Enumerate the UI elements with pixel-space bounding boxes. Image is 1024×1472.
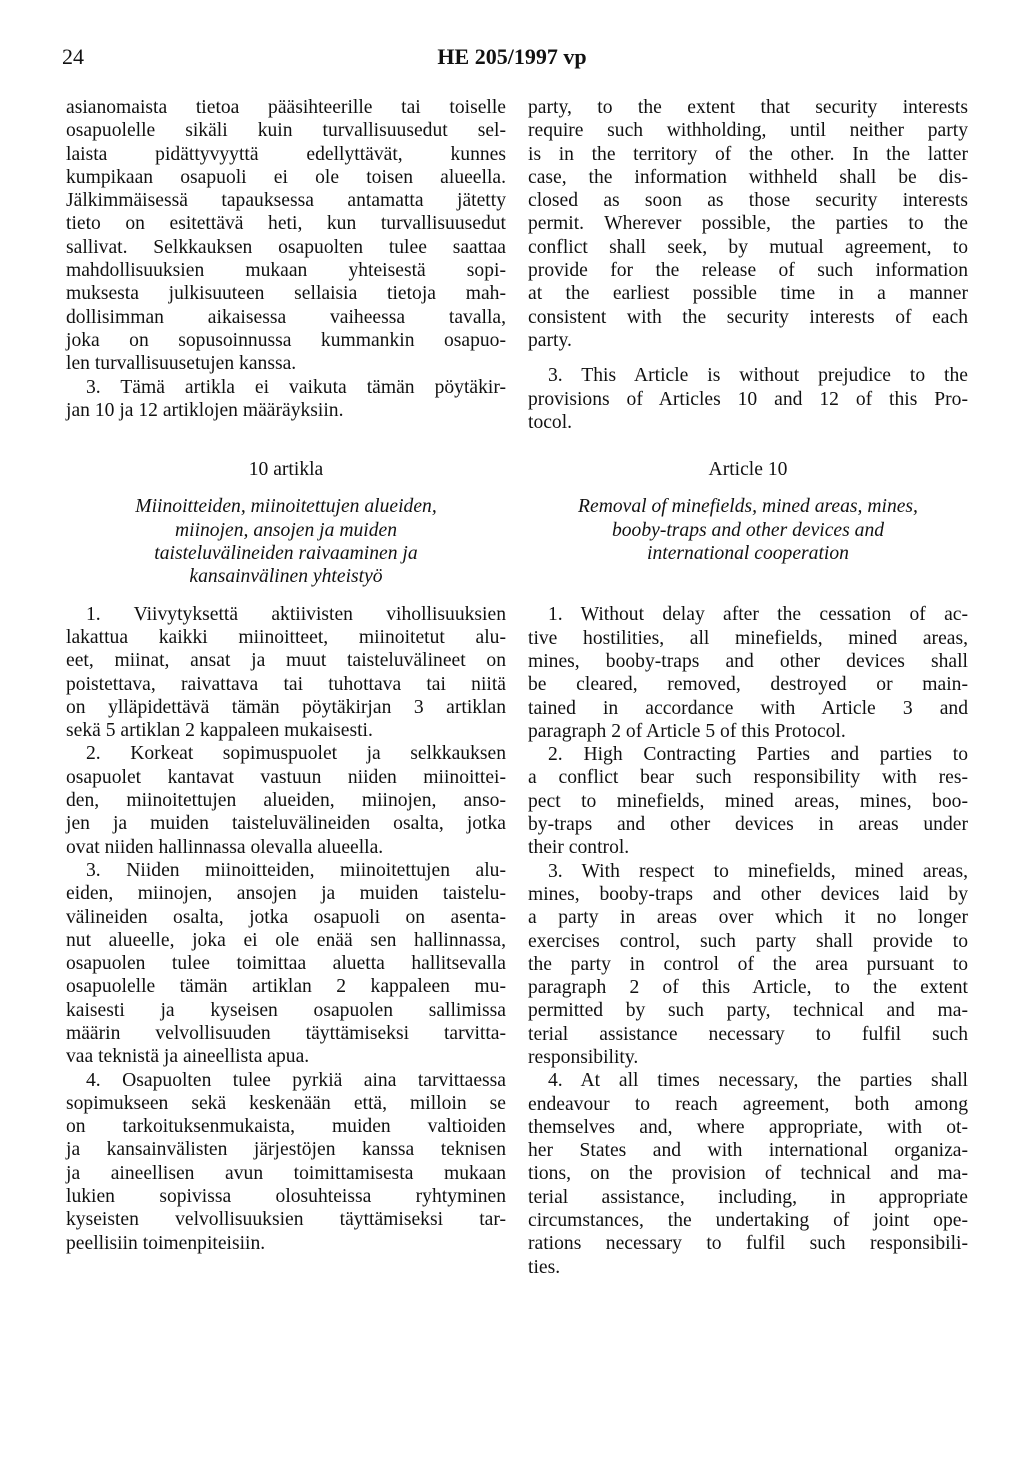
text-line: lakattua kaikki miinoitteet, miinoitetut alu- — [66, 626, 506, 648]
text-line: 3. With respect to minefields, mined areas, — [548, 860, 968, 882]
title-line: international cooperation — [647, 543, 849, 565]
page-number: 24 — [62, 44, 84, 69]
text-line: case, the information withheld shall be dis- — [528, 166, 968, 188]
text-line: consistent with the security interests of each — [528, 306, 968, 328]
text-line: sallivat. Selkkauksen osapuolten tulee saattaa — [66, 236, 506, 258]
text-line: paragraph 2 of this Article, to the extent — [528, 977, 968, 999]
text-line: terial assistance, including, in appropriate — [528, 1186, 968, 1208]
text-line: rations necessary to fulfil such responsibili- — [528, 1233, 968, 1255]
text-line: eet, miinat, ansat ja muut taisteluvälineet on — [66, 650, 506, 672]
text-line: mines, booby-traps and other devices laid by — [528, 883, 968, 905]
text-line: require such withholding, until neither party — [528, 120, 968, 142]
text-line: is in the territory of the other. In the latter — [528, 143, 968, 165]
text-line: joka on sopusoinnussa kummankin osapuo- — [66, 329, 506, 351]
text-line: the party in control of the area pursuant to — [528, 953, 968, 975]
text-line: poistettava, raivattava tai tuhottava tai niitä — [66, 673, 506, 695]
text-line: her States and with international organiza- — [528, 1140, 968, 1162]
title-line: Miinoitteiden, miinoitettujen alueiden, — [135, 496, 437, 518]
text-line: määrin velvollisuuden täyttämiseksi tarvitta- — [66, 1022, 506, 1044]
text-line: exercises control, such party shall provide to — [528, 930, 968, 952]
fi-article-body — [66, 603, 506, 1255]
text-line: paragraph 2 of Article 5 of this Protocol. — [528, 720, 846, 742]
text-line: tocol. — [528, 411, 573, 433]
text-line: ovat niiden hallinnassa olevalla alueella. — [66, 836, 384, 858]
text-line: nut alueelle, joka ei ole enää sen hallinnassa, — [66, 929, 506, 951]
text-line: jan 10 ja 12 artiklojen määräyksiin. — [66, 399, 344, 421]
text-line: be cleared, removed, destroyed or main- — [528, 674, 968, 696]
title-line: taisteluvälineiden raivaaminen ja — [154, 543, 418, 565]
text-line: themselves and, where appropriate, with ot- — [528, 1116, 968, 1138]
text-line: sekä 5 artiklan 2 kappaleen mukaisesti. — [66, 720, 373, 742]
text-line: closed as soon as those security interests — [528, 190, 968, 212]
text-line: 4. At all times necessary, the parties shall — [548, 1070, 968, 1092]
text-line: mahdollisuuksien mukaan yhteisestä sopi- — [66, 260, 506, 282]
text-line: peellisiin toimenpiteisiin. — [66, 1232, 266, 1254]
text-line: 3. Tämä artikla ei vaikuta tämän pöytäkir- — [86, 376, 506, 398]
fi-intro-paragraph — [66, 96, 506, 422]
title-line: miinojen, ansojen ja muiden — [174, 519, 398, 541]
text-line: välineiden osalta, jotka osapuoli on asenta- — [66, 906, 506, 928]
text-line: len turvallisuusetujen kanssa. — [66, 353, 297, 375]
title-line: Removal of minefields, mined areas, mines, — [578, 496, 918, 518]
text-line: Jälkimmäisessä tapauksessa antamatta jätetty — [66, 190, 506, 212]
text-line: kumpikaan osapuoli ei ole toisen alueella. — [66, 166, 506, 188]
text-line: terial assistance necessary to fulfil such — [528, 1023, 968, 1045]
english-column — [528, 96, 968, 1279]
text-line: pect to minefields, mined areas, mines, boo- — [528, 790, 968, 812]
text-line: muksesta julkisuuteen sellaisia tietoja mah- — [66, 283, 506, 305]
text-line: on tarkoituksenmukaista, muiden valtioiden — [66, 1116, 506, 1138]
text-line: 2. High Contracting Parties and parties to — [548, 744, 968, 766]
text-line: at the earliest possible time in a manner — [528, 283, 968, 305]
text-line: endeavour to reach agreement, both among — [528, 1093, 968, 1115]
text-line: kaisesti ja kyseisen osapuolen sallimissa — [66, 999, 506, 1021]
text-line: party. — [528, 329, 572, 351]
running-head: HE 205/1997 vp — [437, 44, 587, 69]
text-line: lukien sopivissa olosuhteissa ryhtyminen — [66, 1186, 506, 1208]
text-line: laista pidättyvyyttä edellyttävät, kunnes — [66, 143, 506, 165]
text-line: mines, booby-traps and other devices shall — [528, 650, 968, 672]
text-line: party, to the extent that security interests — [528, 97, 968, 118]
text-line: circumstances, the undertaking of joint ope- — [528, 1210, 968, 1232]
text-line: permitted by such party, technical and ma- — [528, 1000, 968, 1022]
text-line: 4. Osapuolten tulee pyrkiä aina tarvittaessa — [86, 1069, 506, 1091]
text-line: ties. — [528, 1256, 561, 1278]
text-line: tions, on the provision of technical and ma- — [528, 1163, 968, 1185]
text-line: permit. Wherever possible, the parties to the — [528, 213, 968, 235]
text-line: jen ja muiden taisteluvälineiden osalta, jotka — [66, 813, 506, 835]
text-line: sopimukseen sekä keskenään että, milloin se — [66, 1092, 506, 1114]
text-line: provide for the release of such information — [528, 260, 968, 282]
text-line: kyseisten velvollisuuksien täyttämiseksi tar- — [66, 1209, 506, 1231]
text-line: eiden, miinojen, ansojen ja muiden taistelu- — [66, 883, 506, 905]
text-line: responsibility. — [528, 1046, 639, 1068]
text-line: asianomaista tietoa pääsihteerille tai toiselle — [66, 97, 506, 118]
text-line: ja aineellisen avun toimittamisesta mukaan — [66, 1162, 506, 1184]
text-line: their control. — [528, 837, 630, 859]
text-line: conflict shall seek, by mutual agreement, to — [528, 236, 968, 258]
text-line: tained in accordance with Article 3 and — [528, 697, 968, 719]
text-line: osapuolelle sikäli kuin turvallisuusedut sel- — [66, 120, 506, 142]
en-article-body — [528, 603, 968, 1279]
text-line: den, miinoitettujen alueiden, miinojen, anso- — [66, 790, 506, 812]
text-line: 2. Korkeat sopimuspuolet ja selkkauksen — [86, 743, 506, 765]
text-line: a party in areas over which it no longer — [528, 907, 968, 929]
text-line: ja kansainvälisten järjestöjen kanssa teknisen — [66, 1139, 506, 1161]
text-line: a conflict bear such responsibility with res- — [528, 767, 968, 789]
title-line: booby-traps and other devices and — [611, 519, 885, 541]
title-line: kansainvälinen yhteistyö — [189, 566, 383, 588]
article-heading: 10 artikla — [248, 459, 324, 481]
text-line: 3. Niiden miinoitteiden, miinoitettujen alu- — [86, 859, 506, 881]
article-title — [528, 495, 968, 565]
text-line: 3. This Article is without prejudice to the — [548, 365, 968, 387]
article-title — [66, 495, 506, 588]
text-line: on ylläpidettävä tämän pöytäkirjan 3 artiklan — [66, 696, 506, 718]
en-intro-paragraph — [528, 96, 968, 434]
text-line: tive hostilities, all minefields, mined areas, — [528, 627, 968, 649]
text-line: tieto on esitettävä heti, kun turvallisuusedut — [66, 213, 506, 235]
text-line: 1. Without delay after the cessation of ac- — [548, 604, 968, 626]
text-line: vaa teknistä ja aineellista apua. — [66, 1046, 310, 1068]
text-line: osapuolelle tämän artiklan 2 kappaleen mu- — [66, 976, 506, 998]
article-heading: Article 10 — [708, 459, 788, 481]
text-line: osapuolen tulee toimittaa aluetta hallitsevalla — [66, 953, 506, 975]
text-line: dollisimman aikaisessa vaiheessa tavalla, — [66, 306, 506, 328]
text-line: 1. Viivytyksettä aktiivisten vihollisuuksien — [86, 603, 506, 625]
text-line: provisions of Articles 10 and 12 of this Pro- — [528, 388, 968, 410]
text-line: by-traps and other devices in areas under — [528, 814, 968, 836]
text-line: osapuolet kantavat vastuun niiden miinoittei- — [66, 766, 506, 788]
page-header — [0, 0, 1024, 90]
finnish-column — [66, 96, 506, 1255]
